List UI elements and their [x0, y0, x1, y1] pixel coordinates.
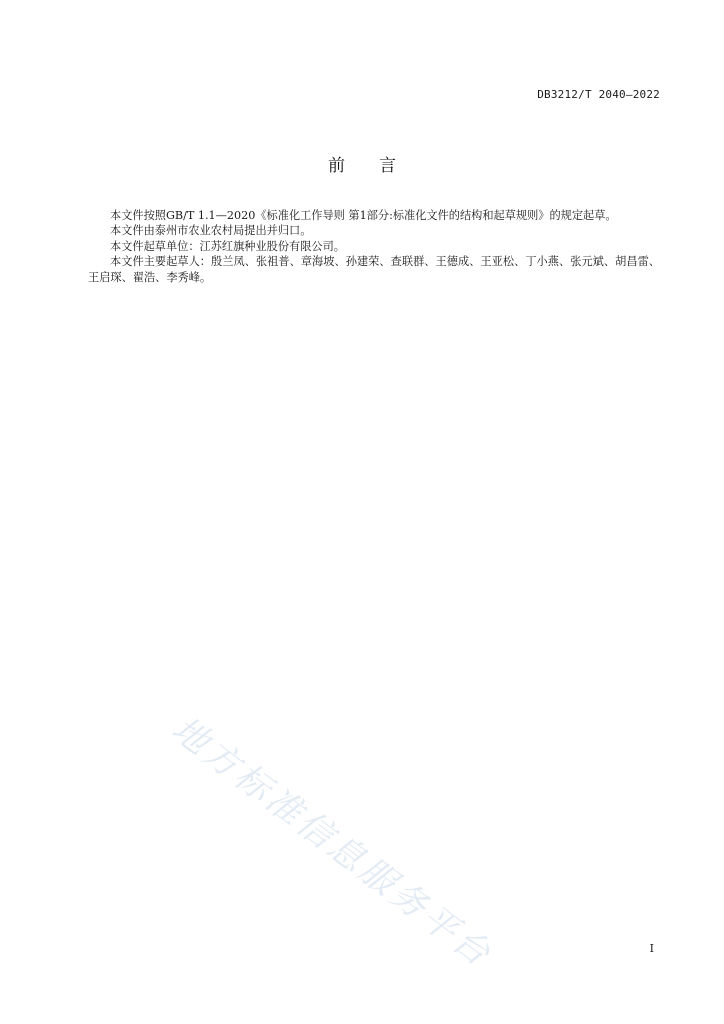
watermark: 地方标准信息服务平台 — [164, 709, 500, 977]
page-number: I — [649, 942, 654, 955]
title-char-1: 前 — [328, 156, 345, 176]
title-char-2: 言 — [379, 156, 396, 176]
paragraph-drafting-rules: 本文件按照GB/T 1.1—2020《标准化工作导则 第1部分:标准化文件的结构和起草规则》的规定起草。 — [110, 209, 617, 222]
page-title — [0, 151, 724, 176]
paragraph-drafting-unit: 本文件起草单位：江苏红旗种业股份有限公司。 — [110, 239, 345, 253]
paragraph-drafters: 本文件主要起草人：殷兰凤、张祖普、章海坡、孙建荣、查联群、王德成、王亚松、丁小燕、张元斌、胡昌雷、王启琛、翟浩、李秀峰。 — [88, 255, 660, 284]
paragraph-proposer: 本文件由泰州市农业农村局提出并归口。 — [110, 224, 312, 238]
document-code: DB3212/T 2040—2022 — [537, 88, 660, 101]
foreword-body — [88, 208, 660, 285]
